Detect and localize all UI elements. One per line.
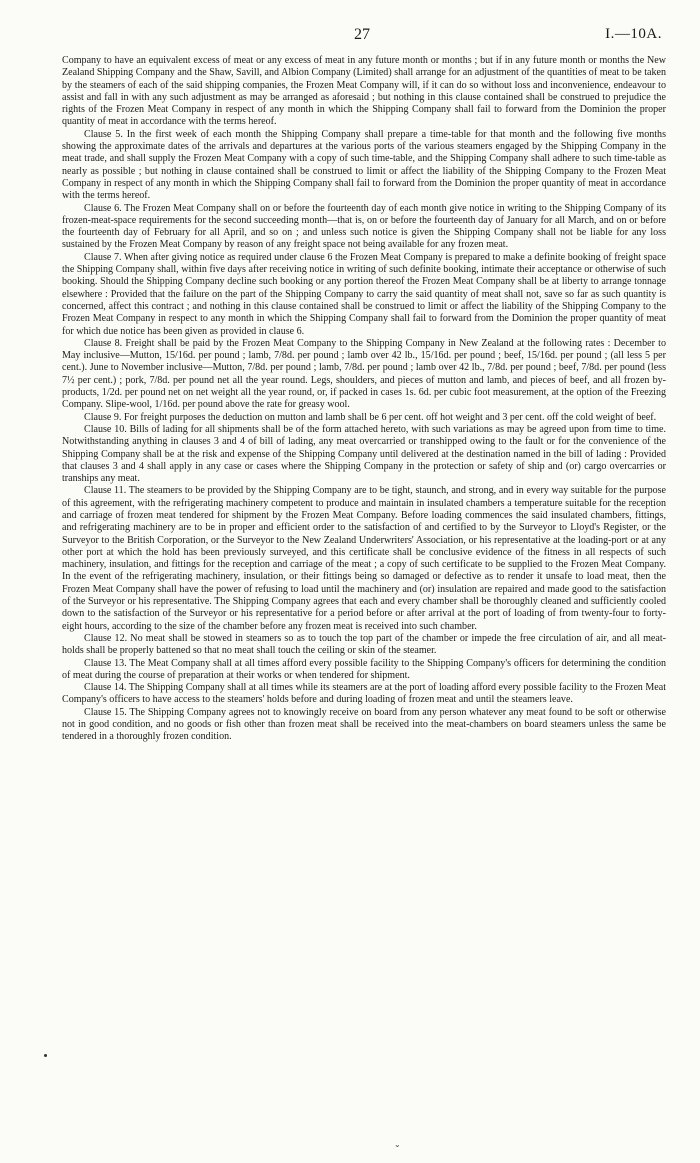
clause-14: Clause 14. The Shipping Company shall at all times while its steamers are at the port of loading afford every possible facility to the Frozen Meat Company's officers to have access to the steamers' holds before and during loading of frozen meat and until the steamers leave.	[62, 682, 666, 706]
clause-12: Clause 12. No meat shall be stowed in steamers so as to touch the top part of the chamber or impede the free circulation of air, and all meat-holds shall be properly battened so that no meat shall touch the ceiling or skin of the steamer.	[62, 632, 666, 657]
clause-9: Clause 9. For freight purposes the deduction on mutton and lamb shall be 6 per cent. off hot weight and 3 per cent. off the cold weight of beef.	[84, 411, 657, 423]
clause-5: Clause 5. In the first week of each month the Shipping Company shall prepare a time-table for that month and the following five months showing the approximate dates of the arrivals and departures at the various ports of the various steamers engaged by the Shipping Company in the meat trade, and shall supply the Frozen Meat Company with a copy of such time-table, and the Shipping Company shall adhere to such time-table as nearly as possible ; but nothing in clause contained shall be construed to limit or affect the liability of the Shipping Company to the Frozen Meat Company in respect of any month in which the Shipping Company shall fail to forward from the Dominion the proper quantity of meat in accordance with the terms hereof.	[62, 128, 666, 202]
paragraph-continuation: Company to have an equivalent excess of meat or any excess of meat in any future month or months ; but if in any future month or months the New Zealand Shipping Company and the Shaw, Savill, and Albion Company (Limited) shall arrange for an adjustment of the quantities of meat to be taken by the steamers of each of the said shipping companies, the Frozen Meat Company will, if it can do so without loss and inconvenience, endeavour to assist and fall in with any such adjustment as may be arranged as aforesaid ; but nothing in this clause contained shall be construed to prejudice the rights of the Frozen Meat Company in respect of any month in which the Shipping Company shall fail to forward from the Dominion the proper quantity of meat in accordance with the terms hereof.	[62, 55, 666, 128]
clause-7: Clause 7. When after giving notice as required under clause 6 the Frozen Meat Company is prepared to make a definite booking of freight space the Shipping Company shall, within five days after receiving notice in writing of such definite booking, intimate their acceptance or otherwise of such booking. Should the Shipping Company decline such booking or any portion thereof the Frozen Meat Company shall be at liberty to arrange tonnage elsewhere : Provided that the failure on the part of the Shipping Company to carry the said quantity of meat shall not, save so far as such quantity is concerned, affect this contract ; and nothing in this clause contained shall be construed to limit or affect the liability of the Shipping Company to the Frozen Meat Company in respect to any month in which the Shipping Company shall fail to forward from the Dominion the proper quantity of meat for which due notice has been given as provided in clause 6.	[62, 251, 666, 337]
bottom-mark: ⌄	[394, 1140, 401, 1149]
clause-8: Clause 8. Freight shall be paid by the Frozen Meat Company to the Shipping Company in New Zealand at the following rates : December to May inclusive—Mutton, 15/16d. per pound ; lamb, 7/8d. per pound ; lamb over 42 lb., 15/16d. per pound ; beef, 15/16d. per pound ; (all less 5 per cent.). June to November inclusive—Mutton, 7/8d. per pound ; lamb, 7/8d. per pound ; lamb over 42 lb., 7/8d. per pound ; beef, 7/8d. per pound (less 7½ per cent.) ; pork, 7/8d. per pound net all the year round. Legs, shoulders, and pieces of mutton and lamb, and pieces of beef, and all frozen by-products, 1/2d. per pound net on net weight all the year round, or, if packed in cases 1s. 6d. per cubic foot measurement, at the option of the Freezing Company. Slipe-wool, 1/16d. per pound above the rate for greasy wool.	[62, 337, 666, 411]
page-number: 27	[354, 26, 370, 43]
clause-11: Clause 11. The steamers to be provided by the Shipping Company are to be tight, staunch, and strong, and in every way suitable for the purpose of this agreement, with the refrigerating machinery competent to produce and maintain in insulated chambers a temperature suitable for the reception and carriage of frozen meat tendered for shipment by the Frozen Meat Company. Before loading commences the said insulated chambers, fittings, and refrigerating machinery are to be in proper and efficient order to the satisfaction of and certified to by the Surveyor to Lloyd's Register, or the Surveyor to the British Corporation, or the Surveyor to the New Zealand Underwriters' Association, or his representative at the loading-port or at any other port at which the hold has been previously surveyed, and this certificate shall be conclusive evidence of the fitness in all respects of such machinery, insulation, and fittings for the reception and carriage of the meat ; a copy of such certificate to be supplied to the Frozen Meat Company. In the event of the refrigerating machinery, insulation, or their fittings being so damaged or defective as to render it unsafe to load meat, then the Frozen Meat Company shall have the power of refusing to load until the machinery and (or) insulation are repaired and made good to the satisfaction of the Surveyor or his representative. The Shipping Company agrees that each and every chamber shall be thoroughly cleaned and sufficiently cooled down to the satisfaction of the Surveyor or his representative for a period before or after arrival at the port of loading of from twenty-four to forty-eight hours, according to the size of the chamber before any frozen meat is received into such chamber.	[62, 485, 666, 632]
clause-10: Clause 10. Bills of lading for all shipments shall be of the form attached hereto, with such variations as may be agreed upon from time to time. Notwithstanding anything in clauses 3 and 4 of bill of lading, any meat overcarried or transhipped owing to the fault or for the convenience of the Shipping Company shall be at the risk and expense of the Shipping Company until delivered at the destination named in the bill of lading : Provided that clauses 3 and 4 shall apply in any case or cases where the Shipping Company in the protection or safety of ship and (or) cargo overcarries or tranships any meat.	[62, 423, 666, 485]
document-reference: I.—10A.	[605, 26, 662, 42]
clause-15: Clause 15. The Shipping Company agrees not to knowingly receive on board from any person whatever any meat found to be soft or otherwise not in good condition, and no goods or fish other than frozen meat shall be received into the meat-chambers on board steamers unless the same be tendered in a thoroughly frozen condition.	[62, 706, 666, 743]
margin-mark	[44, 1054, 47, 1057]
clause-6: Clause 6. The Frozen Meat Company shall on or before the fourteenth day of each month give notice in writing to the Shipping Company of its frozen-meat-space requirements for the second succeeding month—that is, on or before the fourteenth day of January for all March, and on or before the fourteenth day of February for all April, and so on ; and unless such notice is given the Shipping Company shall not be liable for any loss sustained by the Frozen Meat Company by reason of any freight space not being available for any frozen meat.	[62, 202, 666, 251]
document-body	[62, 55, 666, 744]
clause-13: Clause 13. The Meat Company shall at all times afford every possible facility to the Shipping Company's officers for determining the condition of meat during the course of preparation at their works or when tendered for shipment.	[62, 657, 666, 681]
page-header	[62, 26, 662, 46]
